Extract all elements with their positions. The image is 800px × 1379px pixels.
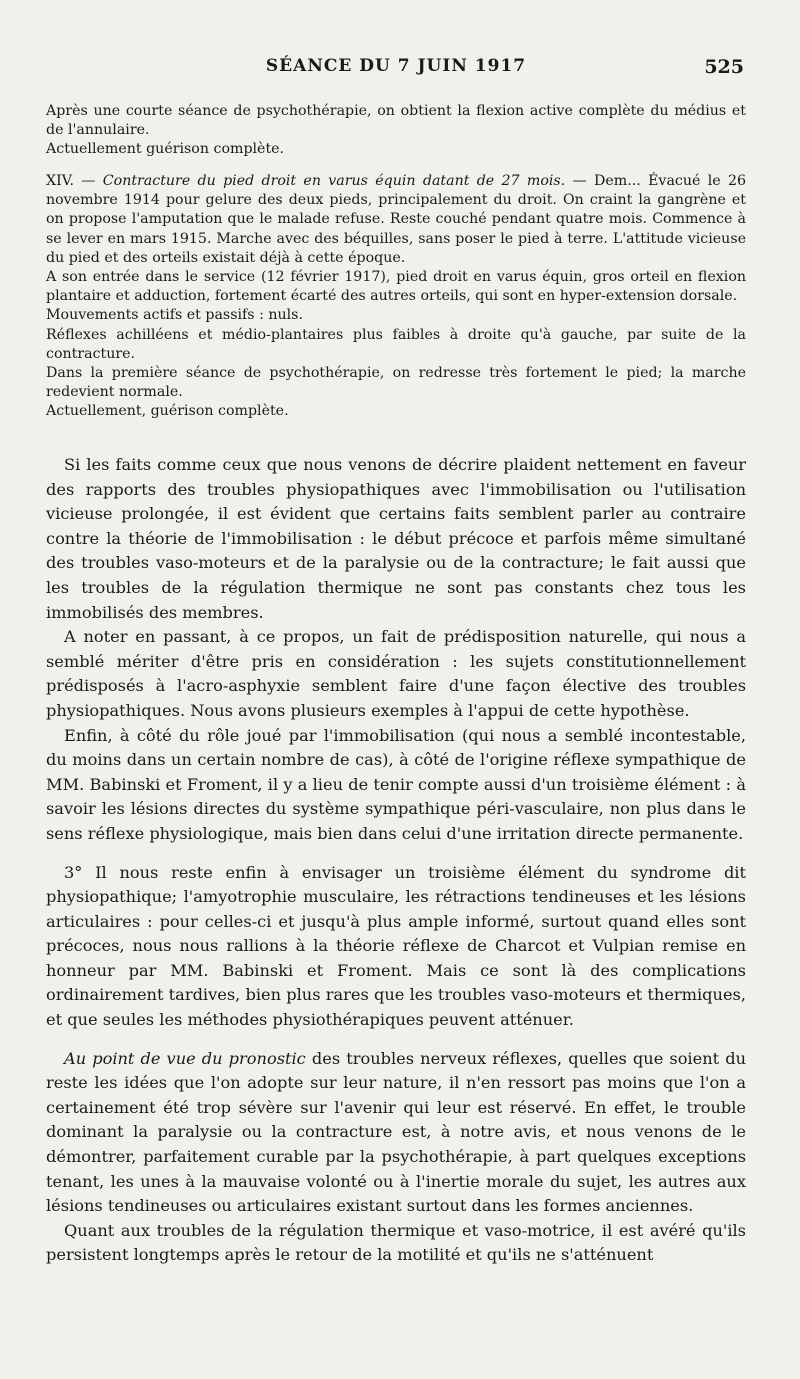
page-number: 525	[704, 56, 744, 78]
body-paragraph: Enfin, à côté du rôle joué par l'immobilisation (qui nous a semblé incontestable, du moins dans un certain nombre de cas), à côté de l'origine réflexe sympathique de MM. Babinski et Froment, il y a lieu de tenir compte aussi d'un troisième élément : à savoir les lésions directes du système sympathique péri-vasculaire, non plus dans le sens réflexe physiologique, mais bien dans celui d'une irritation directe permanente.	[46, 725, 746, 843]
case-paragraph: Dans la première séance de psychothérapie, on redresse très fortement le pied; la marche redevient normale.	[46, 365, 746, 401]
running-title: SÉANCE DU 7 JUIN 1917	[265, 56, 527, 76]
body-paragraph	[46, 1047, 746, 1219]
body-paragraph: A noter en passant, à ce propos, un fait de prédisposition naturelle, qui nous a semblé mériter d'être pris en considération : les sujets constitutionnellement prédisposés à l'acro-asphyxie semblent faire d'une façon élective des troubles physiopathiques. Nous avons plusieurs exemples à l'appui de cette hypothèse.	[46, 627, 746, 720]
body-paragraph: Si les faits comme ceux que nous venons de décrire plaident nettement en faveur des rapports des troubles physiopathiques avec l'immobilisation ou l'utilisation vicieuse prolongée, il est évident que certains faits semblent parler au contraire contre la théorie de l'immobilisation : le début précoce et parfois même simultané des troubles vaso-moteurs et de la paralysie ou de la contracture; le fait aussi que les troubles de la régulation thermique ne sont pas constants chez tous les immobilisés des membres.	[46, 455, 746, 622]
case-paragraph: Actuellement guérison complète.	[46, 141, 285, 158]
body-paragraph: 3° Il nous reste enfin à envisager un troisième élément du syndrome dit physiopathique; l'amyotrophie musculaire, les rétractions tendineuses et les lésions articulaires : pour celles-ci et jusqu'à plus ample informé, surtout quand elles sont précoces, nous nous rallions à la théorie réflexe de Charcot et Vulpian remise en honneur par MM. Babinski et Froment. Mais ce sont là des complications ordinairement tardives, bien plus rares que les troubles vaso-moteurs et thermiques, et que seules les méthodes physiothérapiques peuvent atténuer.	[46, 862, 746, 1030]
body-paragraph: Quant aux troubles de la régulation thermique et vaso-motrice, il est avéré qu'ils persistent longtemps après le retour de la motilité et qu'ils ne s'atténuent	[46, 1220, 746, 1265]
case-paragraph: Réflexes achilléens et médio-plantaires plus faibles à droite qu'à gauche, par suite de la contracture.	[46, 326, 746, 362]
case-paragraph: Après une courte séance de psychothérapie, on obtient la flexion active complète du médius et de l'annulaire.	[46, 103, 746, 139]
main-text	[46, 453, 746, 1268]
case-paragraph: A son entrée dans le service (12 février 1917), pied droit en varus équin, gros orteil en flexion plantaire et adduction, fortement écarté des autres orteils, qui sont en hyper-extension dorsale.	[46, 269, 746, 305]
case-xiv	[46, 172, 746, 422]
case-paragraph: Mouvements actifs et passifs : nuls.	[46, 307, 303, 324]
case-paragraph: Actuellement, guérison complète.	[46, 403, 289, 420]
case-history: — Dem... Évacué le 26 novembre 1914 pour gelure des deux pieds, principalement du droit. On craint la gangrène et on propose l'amputation que le malade refuse. Reste couché pendant quatre mois. Commence à se lever en mars 1915. Marche avec des béquilles, sans poser le pied à terre. L'attitude vicieuse du pied et des orteils existait déjà à cette époque.	[46, 173, 746, 266]
emphasis-pronostic: Au point de vue du pronostic	[64, 1048, 306, 1068]
case-heading-paragraph	[46, 172, 746, 268]
paragraph-text: des troubles nerveux réflexes, quelles que soient du reste les idées que l'on adopte sur leur nature, il n'en ressort pas moins que l'on a certainement été trop sévère sur l'avenir qui leur est réservé. En effet, le trouble dominant la paralysie ou la contracture est, à notre avis, et nous venons de le démontrer, parfaitement curable par la psychothérapie, à part quelques exceptions tenant, les unes à la mauvaise volonté ou à l'inertie morale du sujet, les autres aux lésions tendineuses ou articulaires existant surtout dans les formes anciennes.	[46, 1048, 747, 1216]
case-number: XIV.	[46, 173, 74, 189]
case-xiii-conclusion	[46, 102, 746, 160]
page-header	[48, 56, 744, 86]
case-title: — Contracture du pied droit en varus équin datant de 27 mois.	[81, 173, 566, 189]
